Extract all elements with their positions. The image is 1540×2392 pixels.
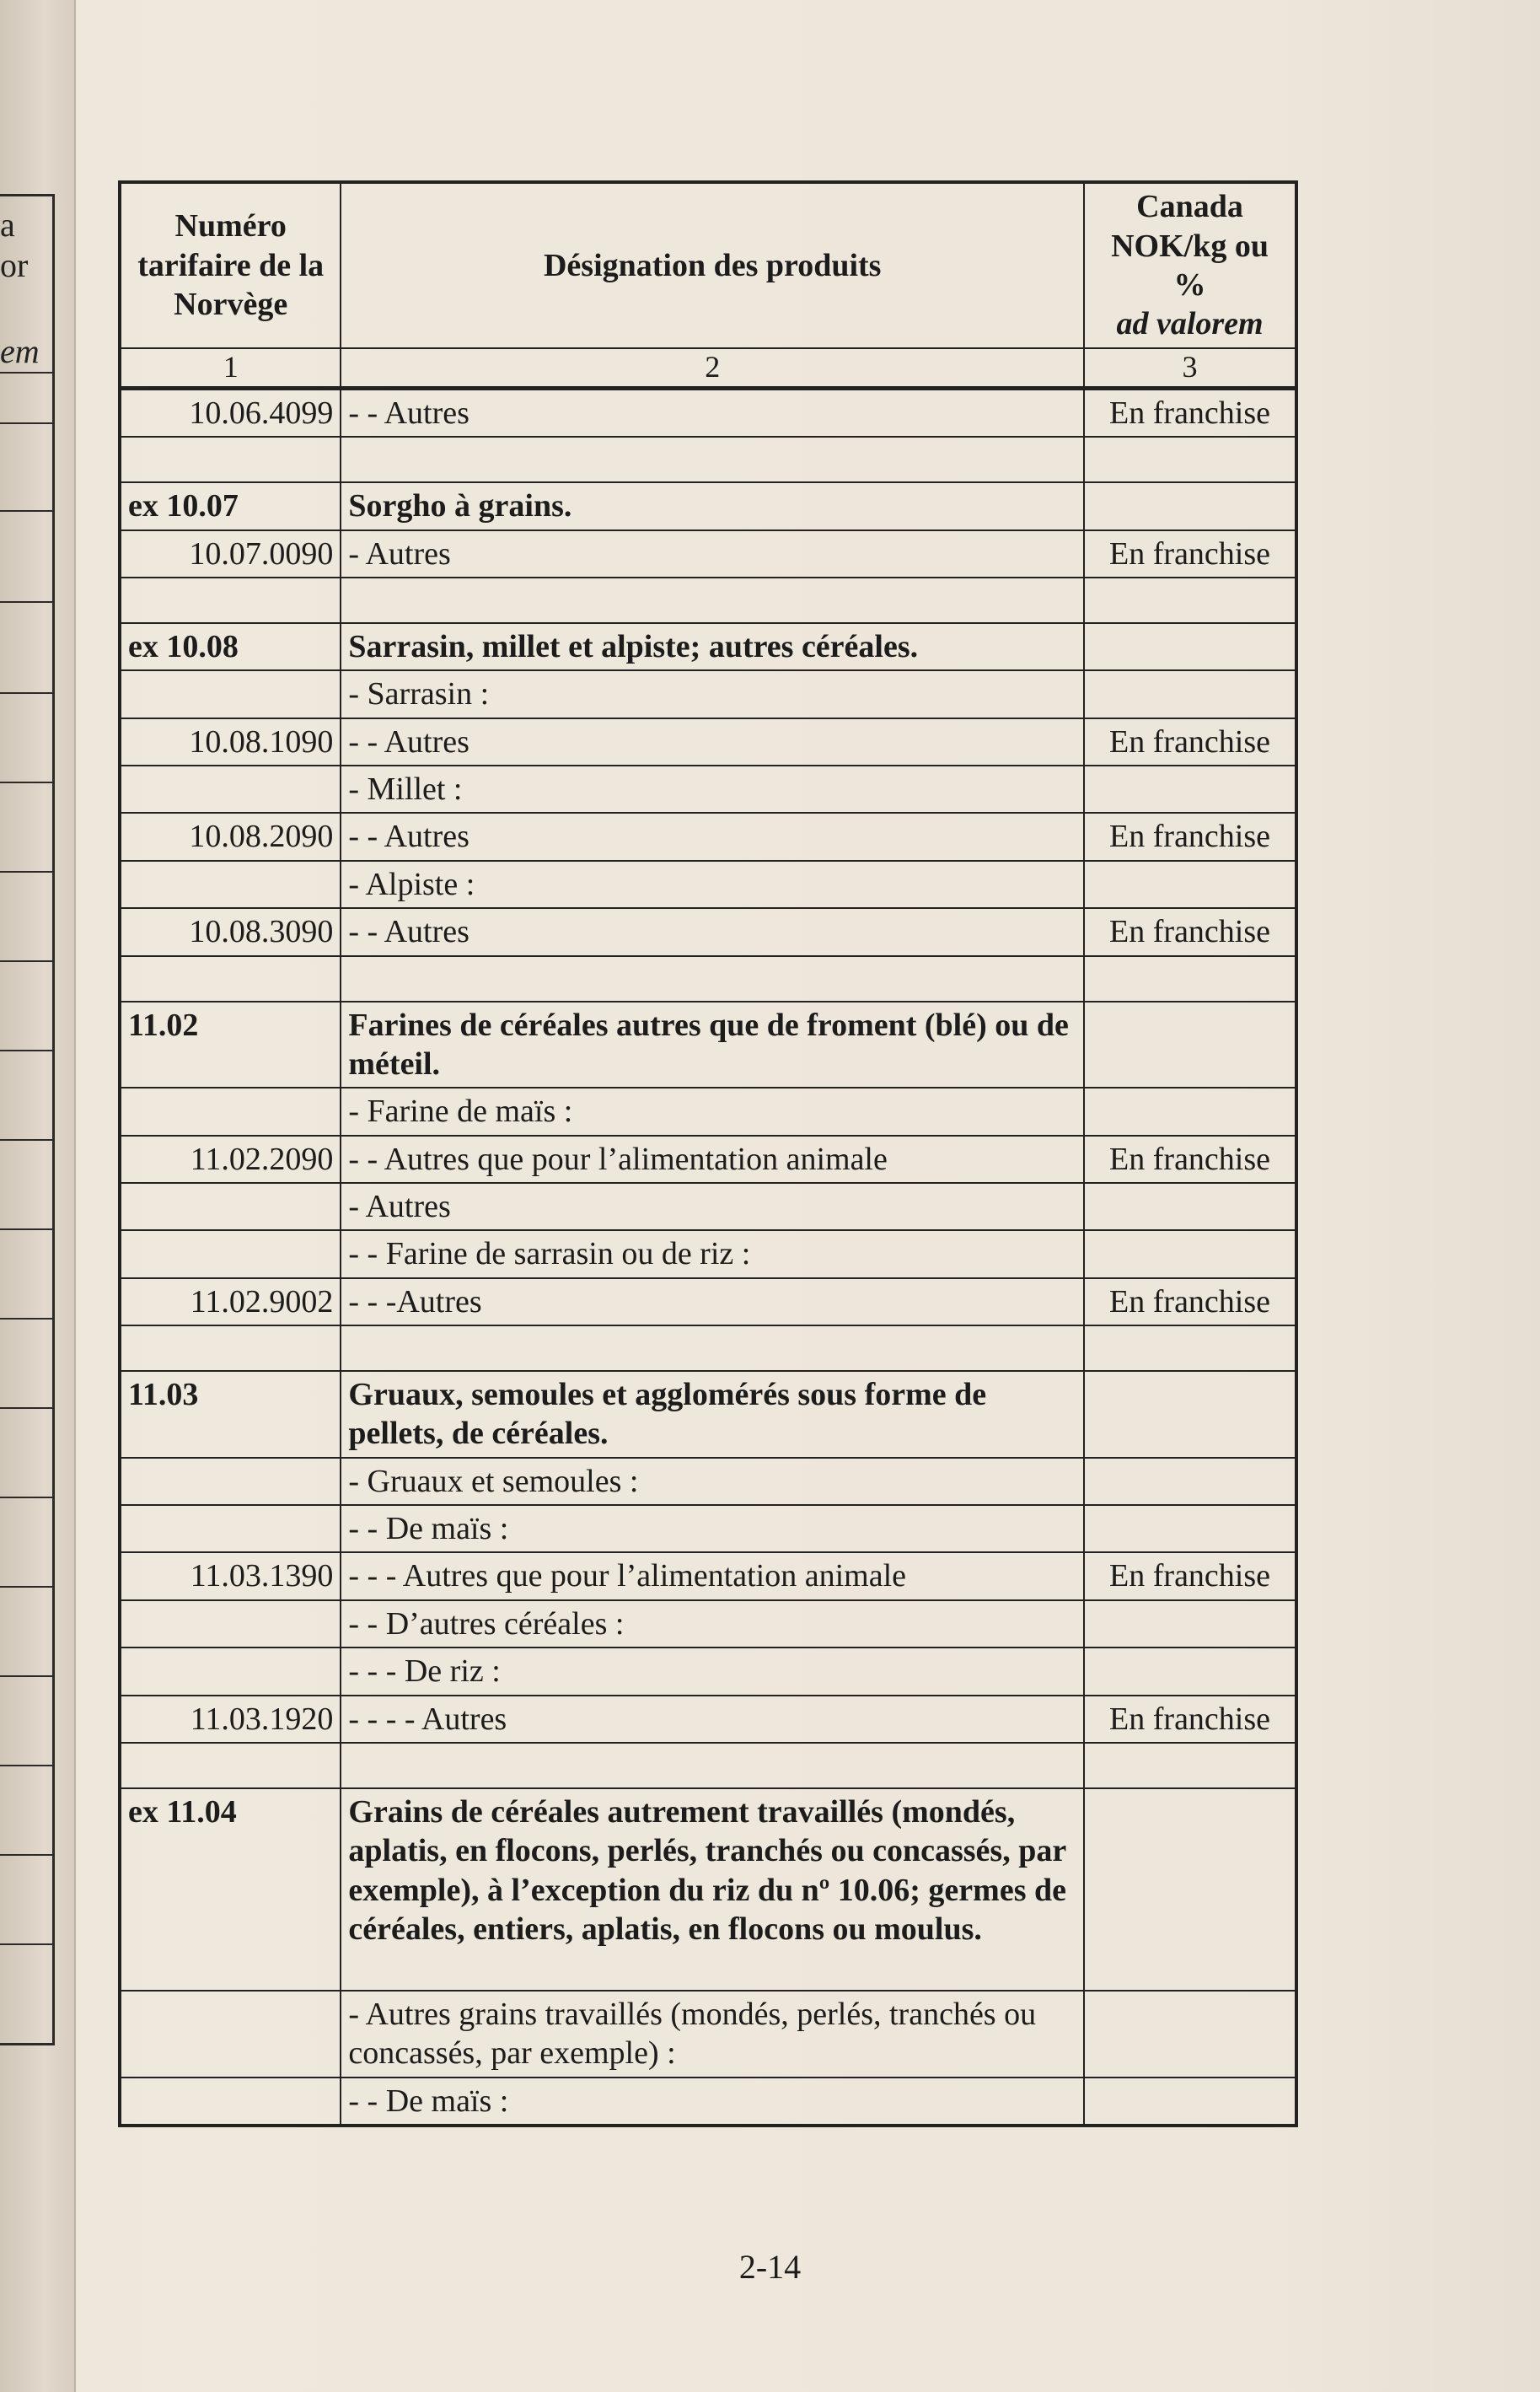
table-row (120, 578, 1296, 623)
rate-cell (1084, 1505, 1296, 1552)
table-row (120, 766, 1296, 813)
tariff-number-cell (120, 1648, 341, 1695)
rate-cell (1084, 482, 1296, 529)
fragment-rule (0, 960, 52, 962)
table-row (120, 1552, 1296, 1599)
product-designation-cell: - - Autres (341, 908, 1084, 955)
table-row (120, 1648, 1296, 1695)
header-ad-valorem: ad valorem (1116, 306, 1264, 342)
rate-cell (1084, 1371, 1296, 1458)
product-designation-cell (341, 578, 1084, 623)
fragment-rule (0, 1228, 52, 1230)
column-number: 1 (120, 348, 341, 388)
tariff-number-cell (120, 1088, 341, 1135)
table-row (120, 861, 1296, 908)
rate-cell: En franchise (1084, 1552, 1296, 1599)
fragment-rule (0, 1050, 52, 1051)
rate-cell (1084, 1600, 1296, 1648)
tariff-number-cell (120, 1230, 341, 1277)
rate-cell: En franchise (1084, 530, 1296, 578)
rate-cell (1084, 437, 1296, 482)
rate-cell (1084, 1230, 1296, 1277)
table-row (120, 1505, 1296, 1552)
rate-cell (1084, 670, 1296, 718)
product-designation-cell: Gruaux, semoules et agglomérés sous forme de pellets, de céréales. (341, 1371, 1084, 1458)
table-row (120, 437, 1296, 482)
product-designation-cell (341, 437, 1084, 482)
rate-cell: En franchise (1084, 908, 1296, 955)
fragment-rule (0, 1675, 52, 1677)
tariff-number-cell: 11.03.1390 (120, 1552, 341, 1599)
table-row (120, 1136, 1296, 1183)
tariff-number-cell: 10.06.4099 (120, 388, 341, 437)
fragment-rule (0, 1407, 52, 1409)
column-number: 2 (341, 348, 1084, 388)
product-designation-cell: Sarrasin, millet et alpiste; autres céréales. (341, 623, 1084, 670)
table-row (120, 908, 1296, 955)
column-number-row (120, 348, 1296, 388)
rate-cell (1084, 956, 1296, 1002)
product-designation-cell: - - Autres (341, 813, 1084, 860)
rate-cell: En franchise (1084, 1136, 1296, 1183)
rate-cell (1084, 1002, 1296, 1088)
product-designation-cell: - - De maïs : (341, 1505, 1084, 1552)
fragment-text: em (0, 332, 40, 370)
tariff-number-cell (120, 956, 341, 1002)
fragment-text: or (0, 246, 29, 284)
table-row (120, 2078, 1296, 2126)
product-designation-cell: - Autres grains travaillés (mondés, perlés, tranchés ou concassés, par exemple) : (341, 1991, 1084, 2078)
rate-cell (1084, 1788, 1296, 1991)
product-designation-cell: - - - Autres que pour l’alimentation animale (341, 1552, 1084, 1599)
tariff-number-cell (120, 670, 341, 718)
tariff-number-cell (120, 437, 341, 482)
rate-cell: En franchise (1084, 813, 1296, 860)
table-row (120, 1325, 1296, 1371)
fragment-rule (0, 1854, 52, 1856)
table-row (120, 623, 1296, 670)
rate-cell (1084, 1648, 1296, 1695)
tariff-number-cell: 11.02.2090 (120, 1136, 341, 1183)
rate-cell (1084, 766, 1296, 813)
header-tariff-number: Numéro tarifaire de la Norvège (120, 182, 341, 348)
tariff-number-cell (120, 1183, 341, 1230)
header-canada-rate (1084, 182, 1296, 348)
table-row (120, 388, 1296, 437)
table-row (120, 1183, 1296, 1230)
product-designation-cell: - - De maïs : (341, 2078, 1084, 2126)
tariff-number-cell (120, 1325, 341, 1371)
tariff-number-cell: ex 11.04 (120, 1788, 341, 1991)
rate-cell: En franchise (1084, 1696, 1296, 1743)
table-row (120, 956, 1296, 1002)
tariff-number-cell: 10.08.3090 (120, 908, 341, 955)
rate-cell (1084, 578, 1296, 623)
column-number: 3 (1084, 348, 1296, 388)
tariff-number-cell: ex 10.08 (120, 623, 341, 670)
product-designation-cell: Sorgho à grains. (341, 482, 1084, 529)
table-row (120, 1088, 1296, 1135)
tariff-number-cell (120, 1458, 341, 1505)
table-row (120, 1458, 1296, 1505)
product-designation-cell: - - Autres (341, 388, 1084, 437)
product-designation-cell (341, 1325, 1084, 1371)
table-row (120, 1002, 1296, 1088)
product-designation-cell: Farines de céréales autres que de froment (blé) ou de méteil. (341, 1002, 1084, 1088)
product-designation-cell: - Autres (341, 530, 1084, 578)
tariff-number-cell (120, 578, 341, 623)
tariff-number-cell (120, 1505, 341, 1552)
fragment-rule (0, 601, 52, 603)
product-designation-cell (341, 956, 1084, 1002)
tariff-number-cell: 11.03.1920 (120, 1696, 341, 1743)
fragment-rule (0, 1586, 52, 1588)
fragment-rule (0, 692, 52, 694)
product-designation-cell: - Sarrasin : (341, 670, 1084, 718)
product-designation-cell: - - Autres (341, 718, 1084, 766)
tariff-number-cell: 11.02.9002 (120, 1278, 341, 1325)
table-header-row (120, 182, 1296, 348)
rate-cell (1084, 2078, 1296, 2126)
table-row (120, 1991, 1296, 2078)
fragment-rule (0, 1139, 52, 1141)
tariff-number-cell (120, 2078, 341, 2126)
fragment-rule (0, 422, 52, 424)
rate-cell (1084, 1183, 1296, 1230)
product-designation-cell: - - Farine de sarrasin ou de riz : (341, 1230, 1084, 1277)
table-row (120, 1788, 1296, 1991)
tariff-number-cell: ex 10.07 (120, 482, 341, 529)
table-row (120, 718, 1296, 766)
fragment-rule (0, 1765, 52, 1766)
table-row (120, 813, 1296, 860)
tariff-number-cell: 11.03 (120, 1371, 341, 1458)
tariff-number-cell: 11.02 (120, 1002, 341, 1088)
fragment-rule (0, 1318, 52, 1320)
product-designation-cell: - - -Autres (341, 1278, 1084, 1325)
rate-cell: En franchise (1084, 718, 1296, 766)
product-designation-cell: - Gruaux et semoules : (341, 1458, 1084, 1505)
header-product-designation: Désignation des produits (341, 182, 1084, 348)
table-body (120, 388, 1296, 2126)
rate-cell (1084, 1088, 1296, 1135)
rate-cell (1084, 1325, 1296, 1371)
rate-cell: En franchise (1084, 388, 1296, 437)
tariff-number-cell (120, 1991, 341, 2078)
tariff-number-cell: 10.08.2090 (120, 813, 341, 860)
product-designation-cell: Grains de céréales autrement travaillés (mondés, aplatis, en flocons, perlés, tranchés ou concassés, par exemple), à l’exception du riz du nº 10.06; germes de céréales, entiers, aplatis, en flocons ou moulus. (341, 1788, 1084, 1991)
product-designation-cell: - - D’autres céréales : (341, 1600, 1084, 1648)
rate-cell (1084, 861, 1296, 908)
rate-cell (1084, 1991, 1296, 2078)
fragment-rule (0, 871, 52, 873)
product-designation-cell: - - - - Autres (341, 1696, 1084, 1743)
tariff-number-cell (120, 766, 341, 813)
fragment-rule (0, 1497, 52, 1498)
table-row (120, 1230, 1296, 1277)
tariff-number-cell: 10.07.0090 (120, 530, 341, 578)
product-designation-cell: - Farine de maïs : (341, 1088, 1084, 1135)
table-row (120, 1278, 1296, 1325)
product-designation-cell: - Autres (341, 1183, 1084, 1230)
table-row (120, 530, 1296, 578)
rate-cell (1084, 1458, 1296, 1505)
tariff-number-cell (120, 861, 341, 908)
fragment-rule (0, 782, 52, 783)
adjacent-page-table-fragment (0, 194, 55, 2045)
tariff-number-cell: 10.08.1090 (120, 718, 341, 766)
product-designation-cell (341, 1743, 1084, 1788)
tariff-number-cell (120, 1743, 341, 1788)
page-number: 2-14 (738, 2248, 802, 2286)
table-row (120, 1743, 1296, 1788)
header-rate-unit: Canada NOK/kg ou % (1111, 189, 1269, 303)
rate-cell: En franchise (1084, 1278, 1296, 1325)
rate-cell (1084, 1743, 1296, 1788)
product-designation-cell: - - Autres que pour l’alimentation animale (341, 1136, 1084, 1183)
fragment-rule (0, 1943, 52, 1945)
fragment-rule (0, 510, 52, 512)
table-row (120, 1371, 1296, 1458)
product-designation-cell: - Alpiste : (341, 861, 1084, 908)
product-designation-cell: - Millet : (341, 766, 1084, 813)
tariff-number-cell (120, 1600, 341, 1648)
rate-cell (1084, 623, 1296, 670)
table-row (120, 482, 1296, 529)
fragment-text: a (0, 206, 15, 244)
table-row (120, 1600, 1296, 1648)
table-row (120, 1696, 1296, 1743)
fragment-rule (0, 372, 52, 374)
product-designation-cell: - - - De riz : (341, 1648, 1084, 1695)
tariff-table (118, 180, 1298, 2127)
table-row (120, 670, 1296, 718)
